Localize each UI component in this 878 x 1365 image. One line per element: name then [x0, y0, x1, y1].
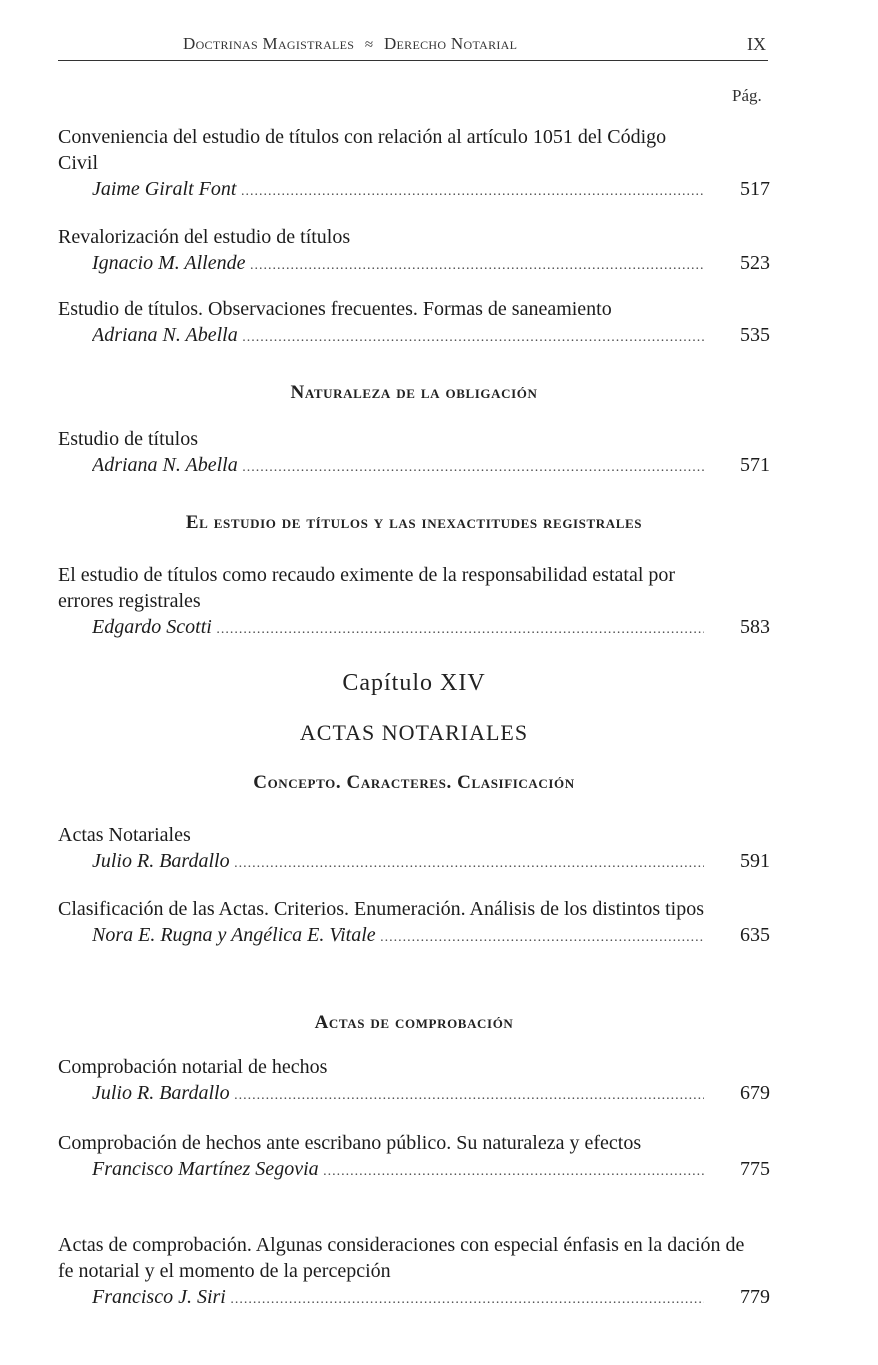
entry-author-line	[58, 1284, 770, 1310]
entry-page: 779	[740, 1286, 770, 1308]
section-heading-comprobacion: Actas de comprobación	[314, 1012, 514, 1033]
running-header	[58, 34, 768, 61]
entry-author: Julio R. Bardallo .....	[92, 848, 704, 874]
entry-author-line	[58, 1080, 770, 1106]
entry-author: Ignacio M. Allende .....	[92, 250, 704, 276]
entry-page: 535	[740, 324, 770, 346]
section-heading-inexactitudes: El estudio de títulos y las inexactitudes registrales	[185, 512, 643, 533]
entry-page: 635	[740, 924, 770, 946]
toc-entry	[58, 896, 770, 948]
entry-title: Actas de comprobación. Algunas consideraciones con especial énfasis en la dación de fe notarial y el momento de la percepción	[58, 1234, 745, 1282]
toc-entry	[58, 1054, 770, 1106]
entry-title: Estudio de títulos	[58, 428, 198, 450]
entry-author: Edgardo Scotti .....	[92, 614, 704, 640]
entry-title: Clasificación de las Actas. Criterios. Enumeración. Análisis de los distintos tipos	[58, 898, 705, 920]
entry-page: 571	[740, 454, 770, 476]
entry-author: Adriana N. Abella .....	[92, 452, 704, 478]
header-page-number: IX	[747, 34, 766, 54]
entry-title: El estudio de títulos como recaudo eximente de la responsabilidad estatal por errores registrales	[58, 564, 676, 612]
chapter-label: Capítulo XIV	[342, 670, 486, 696]
entry-title: Comprobación notarial de hechos	[58, 1056, 328, 1078]
toc-entry	[58, 562, 770, 640]
entry-page: 591	[740, 850, 770, 872]
entry-author-line	[58, 322, 770, 348]
entry-author-line	[58, 452, 770, 478]
header-title	[183, 34, 517, 54]
entry-author-line	[58, 614, 770, 640]
toc-entry	[58, 296, 770, 348]
entry-author: Jaime Giralt Font .....	[92, 176, 704, 202]
toc-entry	[58, 1130, 770, 1182]
entry-page: 679	[740, 1082, 770, 1104]
chapter-title: ACTAS NOTARIALES	[299, 720, 529, 745]
entry-author-line	[58, 1156, 770, 1182]
entry-title: Actas Notariales	[58, 824, 191, 846]
entry-author: Adriana N. Abella .....	[92, 322, 704, 348]
entry-author: Julio R. Bardallo .....	[92, 1080, 704, 1106]
entry-page: 523	[740, 252, 770, 274]
entry-author-line	[58, 176, 770, 202]
entry-author: Francisco Martínez Segovia .....	[92, 1156, 704, 1182]
section-heading-naturaleza: Naturaleza de la obligación	[290, 382, 538, 403]
entry-author: Francisco J. Siri .....	[92, 1284, 704, 1310]
toc-entry	[58, 822, 770, 874]
entry-title: Estudio de títulos. Observaciones frecuentes. Formas de saneamiento	[58, 298, 612, 320]
entry-author-line	[58, 250, 770, 276]
header-separator: ≈	[364, 37, 374, 53]
toc-entry	[58, 1232, 770, 1310]
header-title-left: Doctrinas Magistrales	[183, 34, 355, 53]
entry-author-line	[58, 922, 770, 948]
entry-page: 583	[740, 616, 770, 638]
toc-entry	[58, 124, 770, 202]
header-title-right: Derecho Notarial	[383, 34, 518, 53]
entry-page: 775	[740, 1158, 770, 1180]
entry-author-line	[58, 848, 770, 874]
page-column-label: Pág.	[732, 86, 762, 105]
entry-title: Conveniencia del estudio de títulos con relación al artículo 1051 del Código Civil	[58, 126, 667, 174]
entry-author: Nora E. Rugna y Angélica E. Vitale .....	[92, 922, 704, 948]
toc-entry	[58, 224, 770, 276]
entry-title: Revalorización del estudio de títulos	[58, 226, 351, 248]
entry-title: Comprobación de hechos ante escribano público. Su naturaleza y efectos	[58, 1132, 642, 1154]
toc-entry	[58, 426, 770, 478]
entry-page: 517	[740, 178, 770, 200]
section-heading-concepto: Concepto. Caracteres. Clasificación	[253, 772, 575, 793]
